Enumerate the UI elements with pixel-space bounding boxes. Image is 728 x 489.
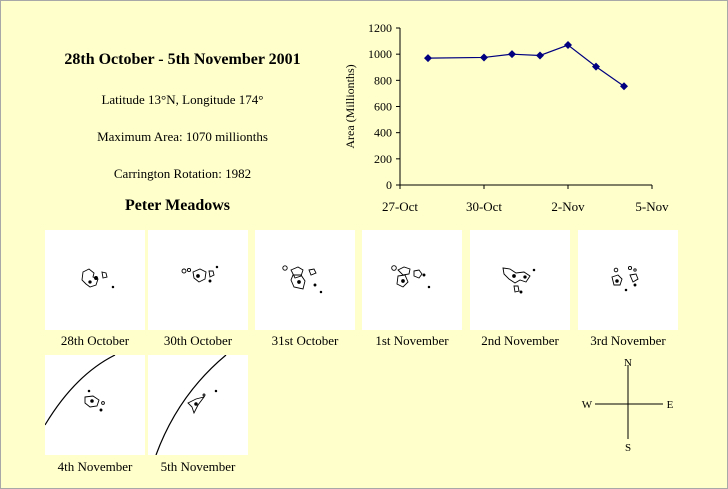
compass-west-label: W [581, 399, 593, 411]
x-tick-label: 27-Oct [381, 199, 419, 214]
data-point [480, 53, 488, 61]
location-text: Latitude 13°N, Longitude 174° [101, 92, 264, 107]
y-tick-label: 1000 [368, 47, 392, 62]
data-point [620, 82, 628, 90]
rotation-text: Carrington Rotation: 1982 [113, 166, 252, 181]
sunspot-drawing [255, 230, 355, 330]
sunspot-image-31oct [255, 230, 355, 330]
x-tick-label: 30-Oct [465, 199, 503, 214]
sunspot-drawing [45, 355, 145, 455]
sunspot-drawing [148, 230, 248, 330]
compass-rose [575, 355, 685, 455]
y-axis-label: Area (Millionths) [343, 64, 357, 149]
thumbnail-caption: 3rd November [590, 333, 666, 348]
sunspot-image-5nov [148, 355, 248, 455]
thumbnail-caption: 30th October [163, 333, 233, 348]
sunspot-image-28oct [45, 230, 145, 330]
thumbnail-caption: 31st October [271, 333, 339, 348]
compass-north-label: N [624, 357, 632, 369]
area-chart [330, 14, 670, 219]
compass-east-label: E [666, 399, 674, 411]
y-tick-label: 1200 [368, 21, 392, 35]
sunspot-image-1nov [362, 230, 462, 330]
sunspot-image-2nov [470, 230, 570, 330]
y-tick-label: 200 [374, 151, 392, 166]
y-tick-label: 0 [386, 178, 392, 192]
sunspot-drawing [362, 230, 462, 330]
y-tick-label: 400 [374, 125, 392, 140]
sunspot-image-30oct [148, 230, 248, 330]
sunspot-image-4nov [45, 355, 145, 455]
solar-limb [156, 355, 226, 455]
sunspot-drawing [45, 230, 145, 330]
data-point [508, 50, 516, 58]
y-tick-label: 800 [374, 73, 392, 88]
compass-south-label: S [624, 442, 632, 454]
page-title: 28th October - 5th November 2001 [64, 51, 301, 68]
sunspot-drawing [578, 230, 678, 330]
y-tick-label: 600 [374, 99, 392, 114]
thumbnail-caption: 1st November [375, 333, 449, 348]
author-name: Peter Meadows [125, 197, 230, 214]
thumbnail-caption: 4th November [57, 459, 133, 474]
x-tick-label: 2-Nov [551, 199, 585, 214]
sunspot-drawing [470, 230, 570, 330]
thumbnail-caption: 28th October [60, 333, 130, 348]
solar-limb [45, 355, 115, 425]
thumbnail-caption: 2nd November [481, 333, 559, 348]
sunspot-drawing [148, 355, 248, 455]
thumbnail-caption: 5th November [160, 459, 236, 474]
x-tick-label: 5-Nov [635, 199, 669, 214]
data-point [424, 54, 432, 62]
data-point [536, 51, 544, 59]
max-area-text: Maximum Area: 1070 millionths [97, 129, 268, 144]
sunspot-image-3nov [578, 230, 678, 330]
